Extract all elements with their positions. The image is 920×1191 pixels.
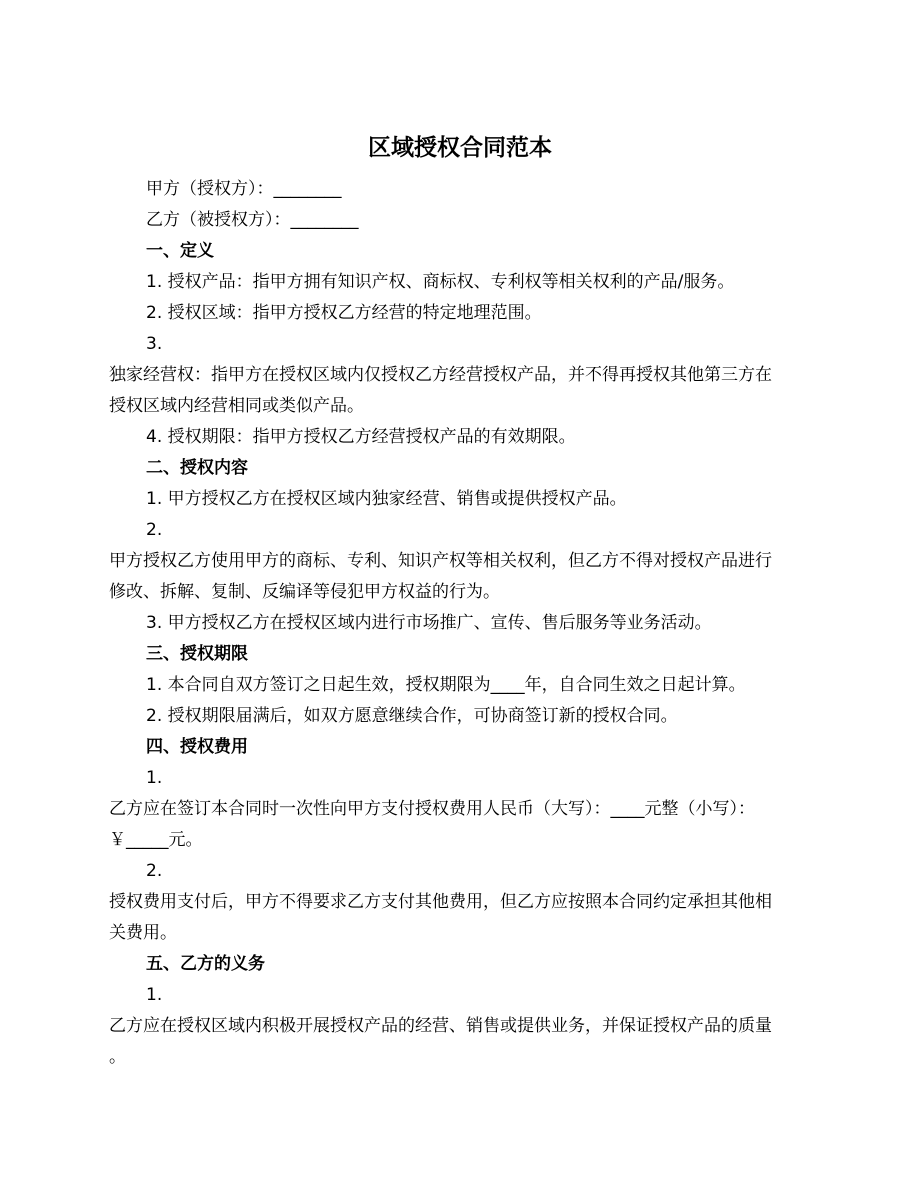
fees-item-1-text: 乙方应在签订本合同时一次性向甲方支付授权费用人民币（大写）：____元整（小写）：: [109, 799, 755, 819]
fees-item-2-text: 授权费用支付后，甲方不得要求乙方支付其他费用，但乙方应按照本合同约定承担其他相: [109, 892, 772, 912]
content-item-3: 3. 甲方授权乙方在授权区域内进行市场推广、宣传、售后服务等业务活动。: [146, 613, 712, 633]
definition-item-3-text-cont: 授权区域内经营相同或类似产品。: [109, 396, 364, 416]
content-item-2-text: 甲方授权乙方使用甲方的商标、专利、知识产权等相关权利，但乙方不得对授权产品进行: [109, 551, 772, 571]
section-heading-obligations: 五、乙方的义务: [146, 954, 265, 974]
content-item-1: 1. 甲方授权乙方在授权区域内独家经营、销售或提供授权产品。: [146, 489, 627, 509]
section-heading-content: 二、授权内容: [146, 458, 248, 478]
definition-item-3-text: 独家经营权：指甲方在授权区域内仅授权乙方经营授权产品，并不得再授权其他第三方在: [109, 365, 772, 385]
term-item-1: 1. 本合同自双方签订之日起生效，授权期限为____年，自合同生效之日起计算。: [146, 675, 746, 695]
definition-item-4: 4. 授权期限：指甲方授权乙方经营授权产品的有效期限。: [146, 427, 576, 447]
section-heading-fees: 四、授权费用: [146, 737, 248, 757]
fees-item-1-text-cont: ￥_____元。: [109, 830, 203, 850]
section-heading-term: 三、授权期限: [146, 644, 248, 664]
fees-item-2-text-cont: 关费用。: [109, 923, 177, 943]
definition-item-1: 1. 授权产品：指甲方拥有知识产权、商标权、专利权等相关权利的产品/服务。: [146, 272, 735, 292]
term-item-2: 2. 授权期限届满后，如双方愿意继续合作，可协商签订新的授权合同。: [146, 706, 678, 726]
party-b-line: 乙方（被授权方）：________: [146, 210, 359, 230]
fees-item-1-number: 1.: [146, 768, 163, 788]
document-title: 区域授权合同范本: [368, 135, 552, 161]
obligations-item-1-text: 乙方应在授权区域内积极开展授权产品的经营、销售或提供业务，并保证授权产品的质量: [109, 1016, 772, 1036]
definition-item-2: 2. 授权区域：指甲方授权乙方经营的特定地理范围。: [146, 303, 542, 323]
definition-item-3-number: 3.: [146, 334, 163, 354]
obligations-item-1-text-cont: 。: [109, 1047, 126, 1067]
party-a-line: 甲方（授权方）：________: [146, 179, 342, 199]
fees-item-2-number: 2.: [146, 861, 163, 881]
content-item-2-text-cont: 修改、拆解、复制、反编译等侵犯甲方权益的行为。: [109, 582, 500, 602]
obligations-item-1-number: 1.: [146, 985, 163, 1005]
content-item-2-number: 2.: [146, 520, 163, 540]
section-heading-definitions: 一、定义: [146, 241, 214, 261]
